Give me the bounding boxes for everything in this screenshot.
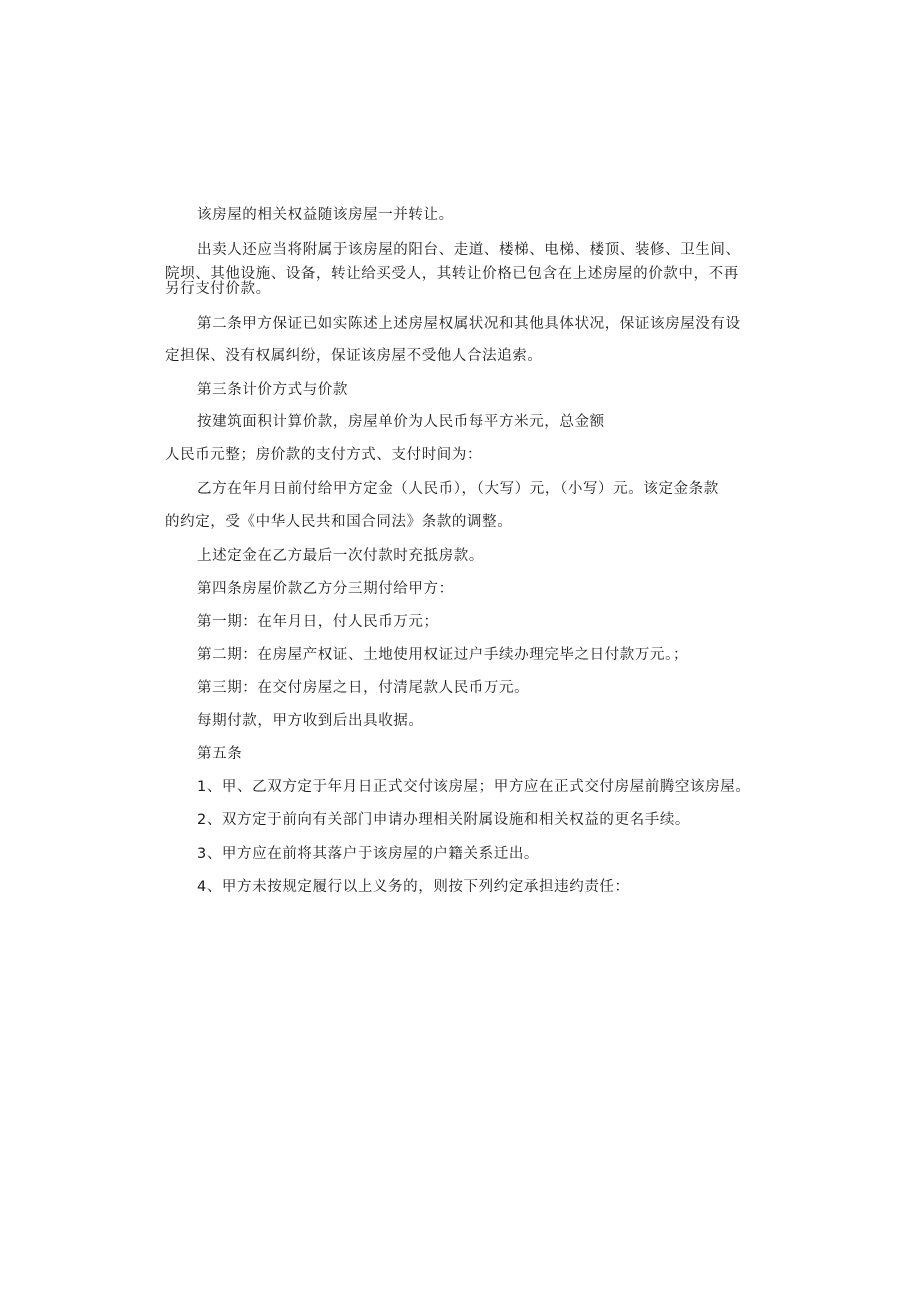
paragraph-line-9: 人民币元整；房价款的支付方式、支付时间为： [165,447,483,463]
payment-phase-1: 第一期：在年月日，付人民币万元； [197,614,439,630]
paragraph-line-8: 按建筑面积计算价款，房屋单价为人民币每平方米元，总金额 [197,414,605,430]
section-heading-5: 第五条 [197,746,243,762]
paragraph-line-17: 每期付款，甲方收到后出具收据。 [197,713,424,729]
paragraph-line-5: 第二条甲方保证已如实陈述上述房屋权属状况和其他具体状况，保证该房屋没有设 [197,316,741,332]
paragraph-line-10: 乙方在年月日前付给甲方定金（人民币），（大写）元，（小写）元。该定金条款 [197,481,719,497]
clause-item-2: 2、双方定于前向有关部门申请办理相关附属设施和相关权益的更名手续。 [197,812,691,828]
clause-item-3: 3、甲方应在前将其落户于该房屋的户籍关系迁出。 [197,846,540,862]
clause-item-4: 4、甲方未按规定履行以上义务的，则按下列约定承担违约责任： [197,879,630,895]
paragraph-line-4: 另行支付价款。 [165,281,271,297]
section-heading-3: 第三条计价方式与价款 [197,382,348,398]
clause-item-1: 1、甲、乙双方定于年月日正式交付该房屋；甲方应在正式交付房屋前腾空该房屋。 [197,779,751,795]
payment-phase-2: 第二期：在房屋产权证、土地使用权证过户手续办理完毕之日付款万元。； [197,647,689,663]
paragraph-line-2: 出卖人还应当将附属于该房屋的阳台、走道、楼梯、电梯、楼顶、装修、卫生间、 [197,242,741,258]
section-heading-4: 第四条房屋价款乙方分三期付给甲方： [197,581,454,597]
payment-phase-3: 第三期：在交付房屋之日，付清尾款人民币万元。 [197,680,530,696]
paragraph-line-1: 该房屋的相关权益随该房屋一并转让。 [197,207,454,223]
paragraph-line-3: 院坝、其他设施、设备，转让给买受人，其转让价格已包含在上述房屋的价款中，不再 [165,266,739,282]
paragraph-line-12: 上述定金在乙方最后一次付款时充抵房款。 [197,548,484,564]
paragraph-line-6: 定担保、没有权属纠纷，保证该房屋不受他人合法追索。 [165,348,543,364]
paragraph-line-11: 的约定，受《中华人民共和国合同法》条款的调整。 [165,514,513,530]
